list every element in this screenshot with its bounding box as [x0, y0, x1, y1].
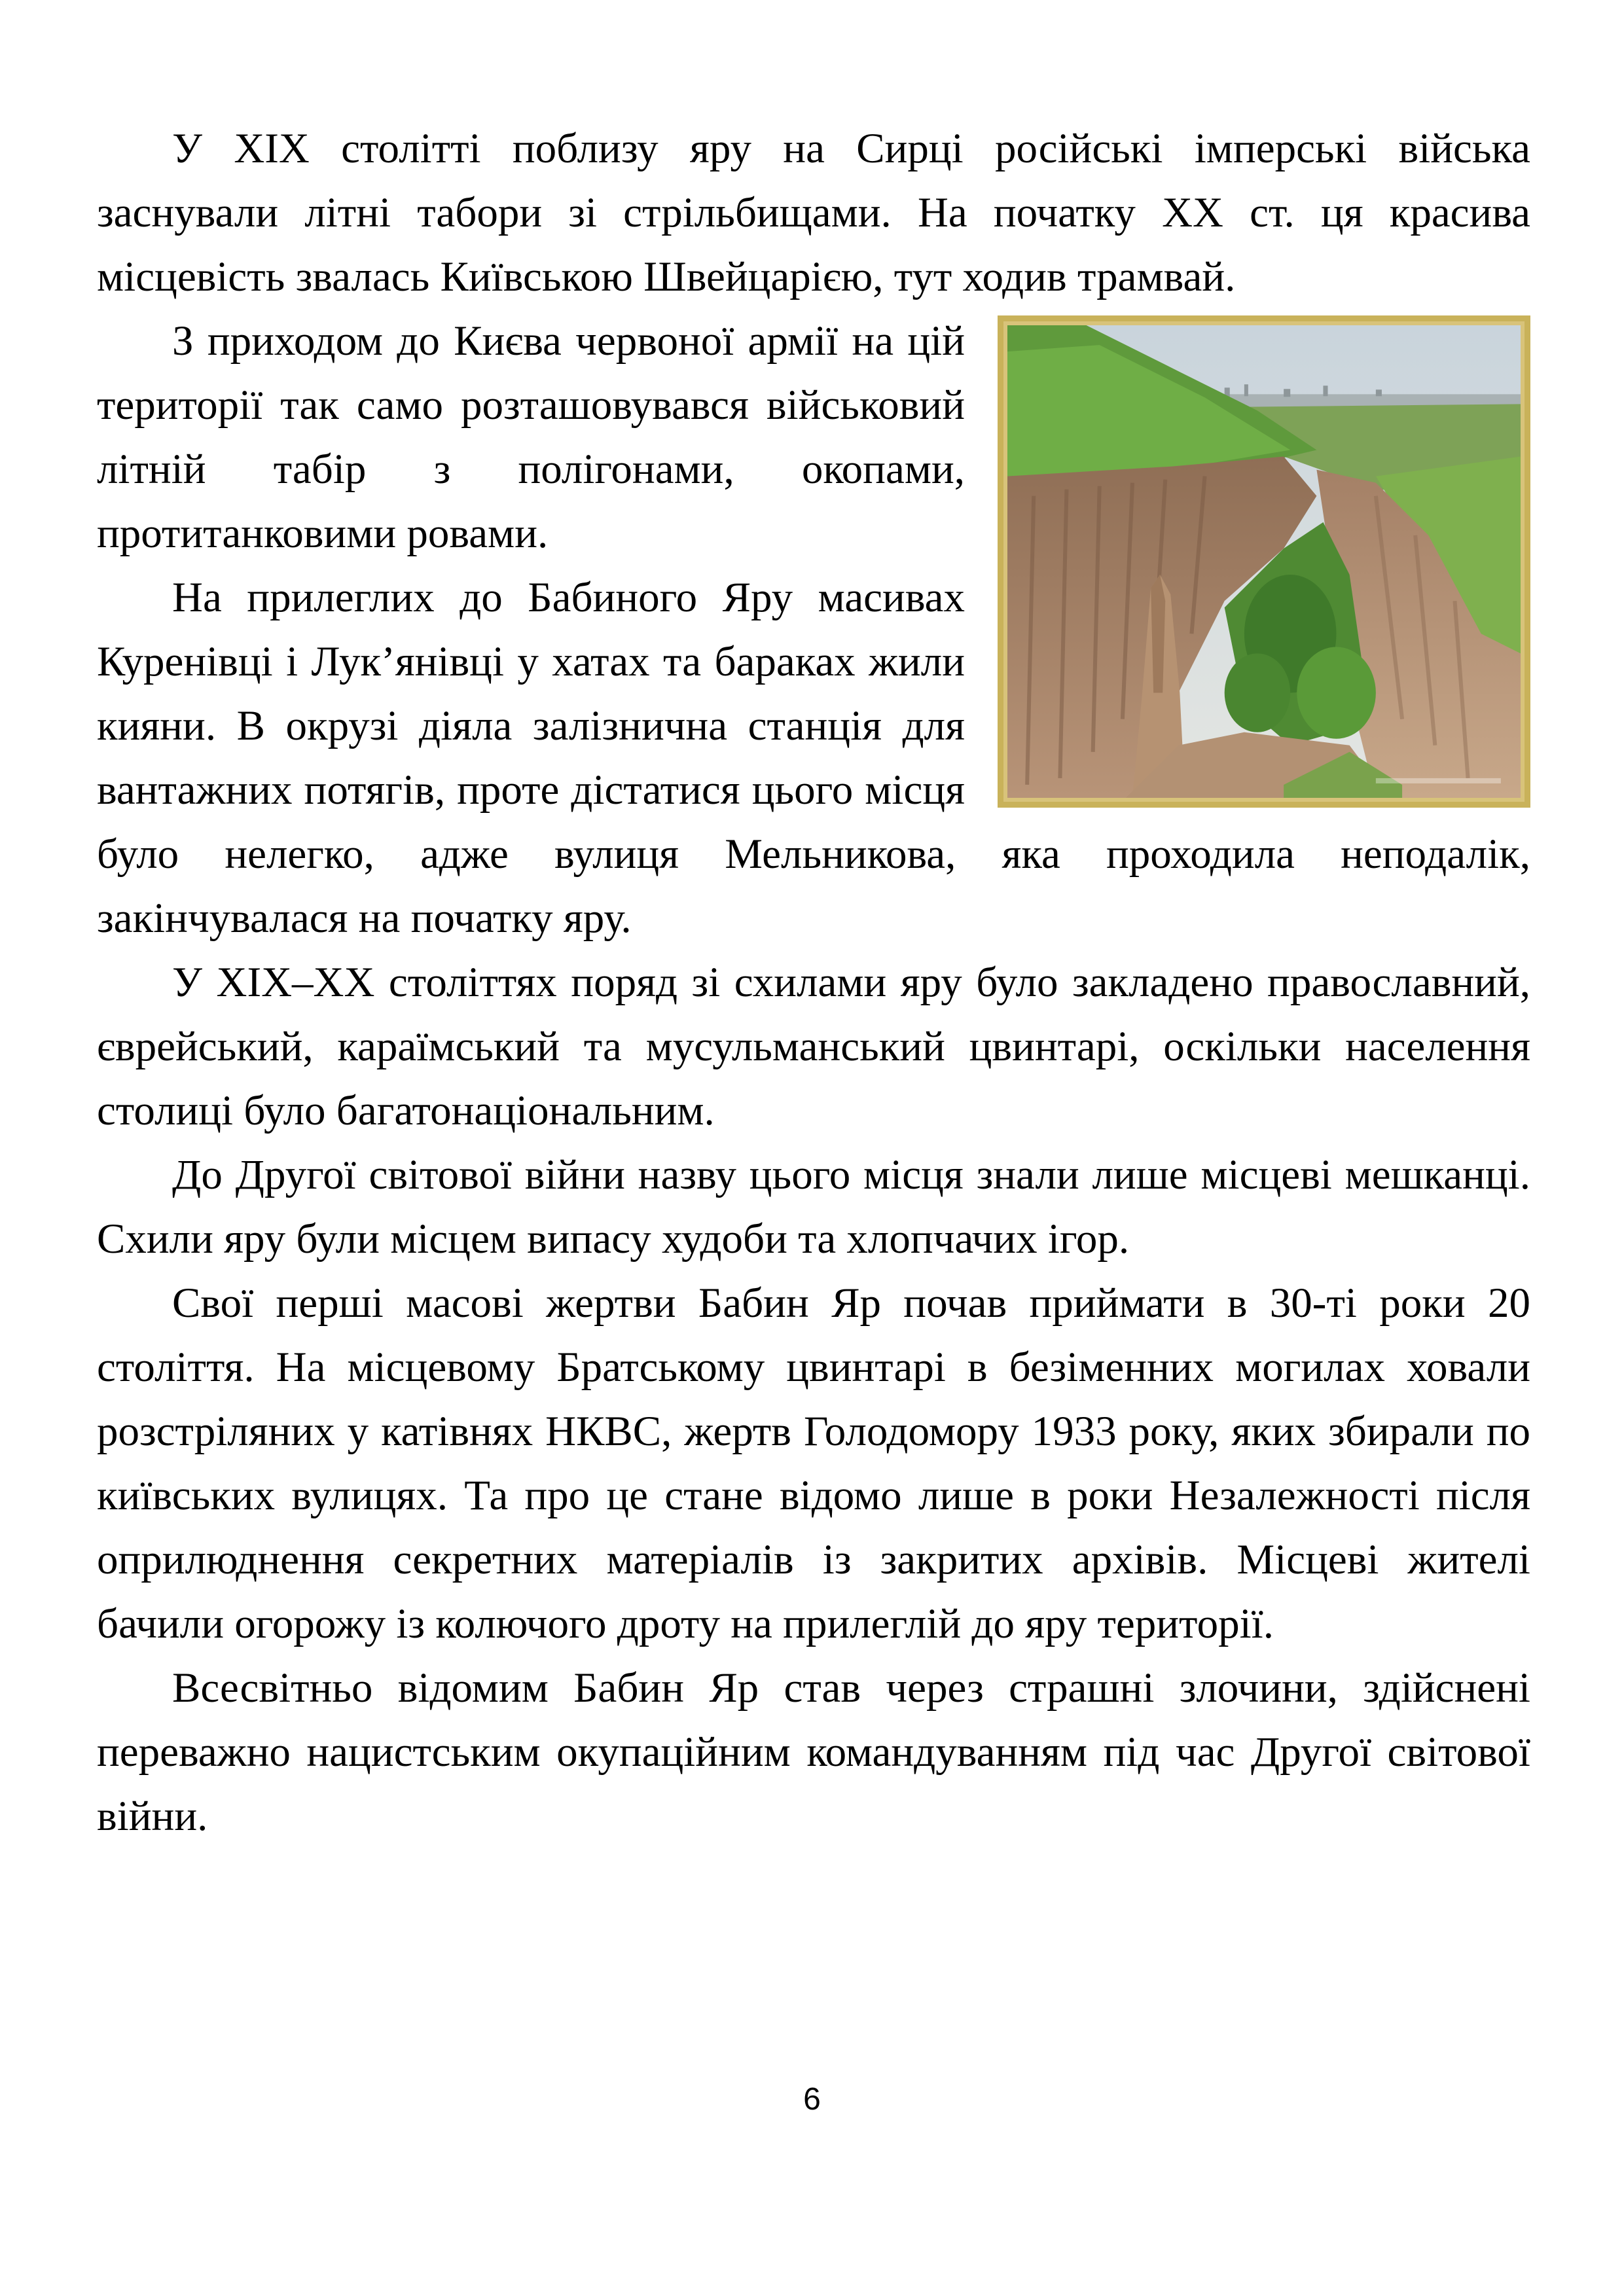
paragraph-7: Всесвітньо відомим Бабин Яр став через страшні злочини, здійснені переважно нацистським окупаційним командуванням під час Другої світової війни. — [97, 1664, 1530, 1840]
paragraph-3: На прилеглих до Бабиного Яру масивах Куренівці і Лук’янівці у хатах та бараках жили кияни. В окрузі діяла залізнична станція для вантажних потягів, проте дістатися цього місця було нелегко, адже вулиця Мельникова, яка проходила неподалік, закінчувалася на початку яру. — [97, 574, 1530, 942]
paragraph-1: У ХІХ столітті поблизу яру на Сирці російські імперські війська заснували літні табори зі стрільбищами. На початку ХХ ст. ця красива місцевість звалась Київською Швейцарією, тут ходив трамвай. — [97, 125, 1530, 300]
page-number: 6 — [803, 2082, 821, 2117]
ravine-photo — [998, 315, 1530, 808]
paragraph-2: З приходом до Києва червоної армії на цій території так само розташовувався військовий літній табір з полігонами, окопами, протитанковими ровами. — [97, 317, 965, 557]
paragraph-6: Свої перші масові жертви Бабин Яр почав приймати в 30-ті роки 20 століття. На місцевому Братському цвинтарі в безіменних могилах ховали розстріляних у катівнях НКВС, жертв Голодомору 1933 року, яких збирали по київських вулицях. Та про це стане відомо лише в роки Незалежності після оприлюднення секретних матеріалів із закритих архівів. Місцеві жителі бачили огорожу із колючого дроту на прилеглій до яру території. — [97, 1280, 1530, 1647]
paragraph-5: До Другої світової війни назву цього місця знали лише місцеві мешканці. Схили яру були місцем випасу худоби та хлопчачих ігор. — [97, 1151, 1530, 1263]
document-page — [97, 117, 1530, 1848]
ravine-photo-icon — [1007, 325, 1521, 798]
paragraph-4: У ХІХ–ХХ століттях поряд зі схилами яру було закладено православний, єврейський, караїмський та мусульманський цвинтарі, оскільки населення столиці було багатонаціональним. — [97, 959, 1530, 1134]
